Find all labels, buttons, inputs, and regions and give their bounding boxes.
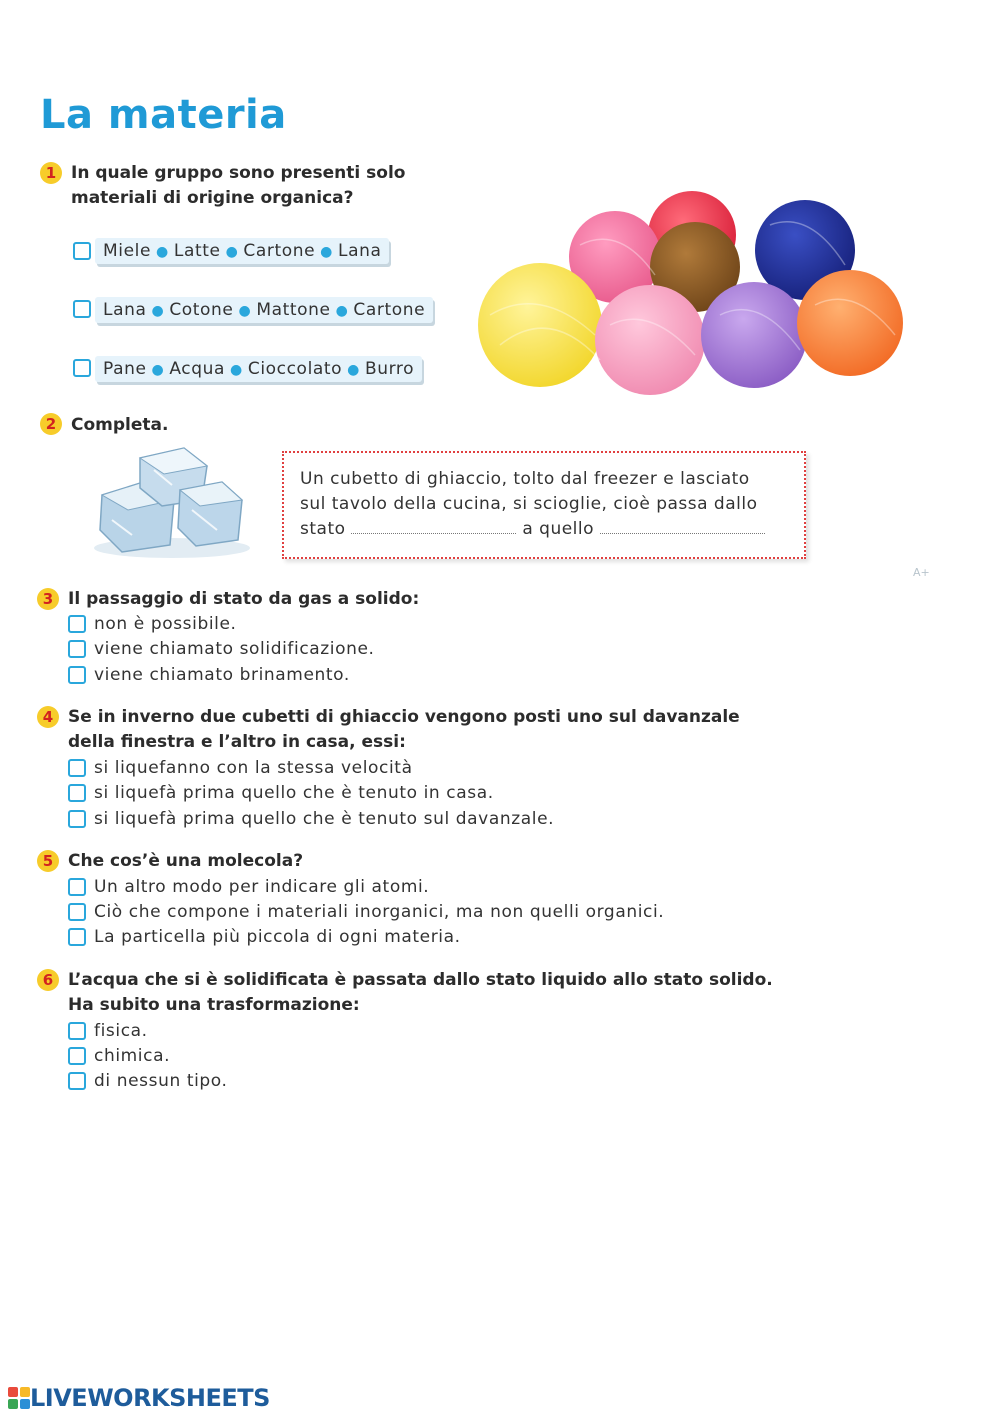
- completion-line-3: [300, 517, 788, 542]
- question-1-line-1: In quale gruppo sono presenti solo: [71, 163, 406, 183]
- option-word: Lana: [103, 300, 147, 320]
- bullet-icon: ●: [225, 244, 239, 260]
- lilac-yarn-ball: [701, 282, 807, 388]
- liveworksheets-logo-icon: [8, 1387, 30, 1409]
- q1-option-3: [95, 356, 422, 382]
- q4-option-1: si liquefanno con la stessa velocità: [94, 758, 413, 778]
- liveworksheets-logo: [8, 1384, 270, 1412]
- question-1-line-2: materiali di origine organica?: [71, 188, 354, 208]
- question-2-text: Completa.: [71, 415, 169, 435]
- q5-option-1-checkbox[interactable]: [68, 878, 86, 896]
- q3-option-2-checkbox[interactable]: [68, 640, 86, 658]
- question-4-text: [68, 705, 740, 755]
- q6-option-1-checkbox[interactable]: [68, 1022, 86, 1040]
- question-number-badge: 2: [40, 413, 62, 435]
- question-number-badge: 5: [37, 850, 59, 872]
- option-word: Burro: [365, 359, 415, 379]
- q3-option-2: viene chiamato solidificazione.: [94, 639, 375, 659]
- option-word: Lana: [338, 241, 382, 261]
- q5-option-2-checkbox[interactable]: [68, 903, 86, 921]
- question-6-text: [68, 968, 773, 1018]
- q6-option-2-checkbox[interactable]: [68, 1047, 86, 1065]
- option-word: Cartone: [353, 300, 426, 320]
- fill-in-blank-1[interactable]: [351, 519, 516, 534]
- bullet-icon: ●: [335, 303, 349, 319]
- yarn-balls-image: [470, 185, 910, 400]
- question-1-text: [71, 161, 405, 211]
- q1-option-3-checkbox[interactable]: [73, 359, 91, 377]
- page-title: La materia: [40, 92, 287, 138]
- q5-option-1: Un altro modo per indicare gli atomi.: [94, 877, 430, 897]
- question-number-badge: 3: [37, 588, 59, 610]
- q3-option-1: non è possibile.: [94, 614, 237, 634]
- q4-option-1-checkbox[interactable]: [68, 759, 86, 777]
- q3-option-3-checkbox[interactable]: [68, 666, 86, 684]
- completion-box: [282, 451, 806, 559]
- bullet-icon: ●: [230, 362, 243, 378]
- question-number-badge: 6: [37, 969, 59, 991]
- q1-option-1: [95, 238, 389, 264]
- question-4-line-1: Se in inverno due cubetti di ghiaccio vengono posti uno sul davanzale: [68, 707, 740, 727]
- bullet-icon: ●: [151, 303, 165, 319]
- fill-in-blank-2[interactable]: [600, 519, 765, 534]
- ice-cubes-image: [92, 440, 252, 565]
- bullet-icon: ●: [151, 362, 165, 378]
- q4-option-3-checkbox[interactable]: [68, 810, 86, 828]
- option-word: Pane: [103, 359, 147, 379]
- q6-option-2: chimica.: [94, 1046, 171, 1066]
- q4-option-2-checkbox[interactable]: [68, 784, 86, 802]
- bullet-icon: ●: [320, 244, 333, 260]
- orange-yarn-ball: [797, 270, 903, 376]
- q6-option-3: di nessun tipo.: [94, 1071, 228, 1091]
- q1-option-2-checkbox[interactable]: [73, 300, 91, 318]
- q4-option-2: si liquefà prima quello che è tenuto in casa.: [94, 783, 494, 803]
- q3-option-1-checkbox[interactable]: [68, 615, 86, 633]
- question-6-line-1: L’acqua che si è solidificata è passata dallo stato liquido allo stato solido.: [68, 970, 773, 990]
- completion-line-1: Un cubetto di ghiaccio, tolto dal freezer e lasciato: [300, 469, 750, 489]
- question-number-badge: 1: [40, 162, 62, 184]
- completion-word-stato: stato: [300, 519, 346, 539]
- option-word: Cotone: [169, 300, 234, 320]
- question-number-badge: 4: [37, 706, 59, 728]
- option-word: Cioccolato: [247, 359, 343, 379]
- completion-line-2: sul tavolo della cucina, si scioglie, cioè passa dallo: [300, 494, 758, 514]
- question-6-line-2: Ha subito una trasformazione:: [68, 995, 360, 1015]
- q5-option-3: La particella più piccola di ogni materia.: [94, 927, 461, 947]
- q6-option-3-checkbox[interactable]: [68, 1072, 86, 1090]
- option-word: Mattone: [256, 300, 331, 320]
- option-word: Latte: [173, 241, 221, 261]
- completion-word-a-quello: a quello: [522, 519, 595, 539]
- light-pink-yarn-ball: [595, 285, 705, 395]
- question-3-text: Il passaggio di stato da gas a solido:: [68, 589, 420, 609]
- q6-option-1: fisica.: [94, 1021, 148, 1041]
- liveworksheets-logo-text: LIVEWORKSHEETS: [30, 1384, 270, 1412]
- q1-option-1-checkbox[interactable]: [73, 242, 91, 260]
- q5-option-2: Ciò che compone i materiali inorganici, ma non quelli organici.: [94, 902, 665, 922]
- question-4-line-2: della finestra e l’altro in casa, essi:: [68, 732, 406, 752]
- bullet-icon: ●: [347, 362, 360, 378]
- option-word: Acqua: [169, 359, 226, 379]
- q1-option-2: [95, 297, 433, 323]
- corner-mark: A+: [913, 566, 930, 579]
- bullet-icon: ●: [156, 244, 169, 260]
- q3-option-3: viene chiamato brinamento.: [94, 665, 350, 685]
- question-5-text: Che cos’è una molecola?: [68, 851, 304, 871]
- q5-option-3-checkbox[interactable]: [68, 928, 86, 946]
- option-word: Cartone: [243, 241, 316, 261]
- bullet-icon: ●: [238, 303, 252, 319]
- q4-option-3: si liquefà prima quello che è tenuto sul davanzale.: [94, 809, 555, 829]
- option-word: Miele: [103, 241, 152, 261]
